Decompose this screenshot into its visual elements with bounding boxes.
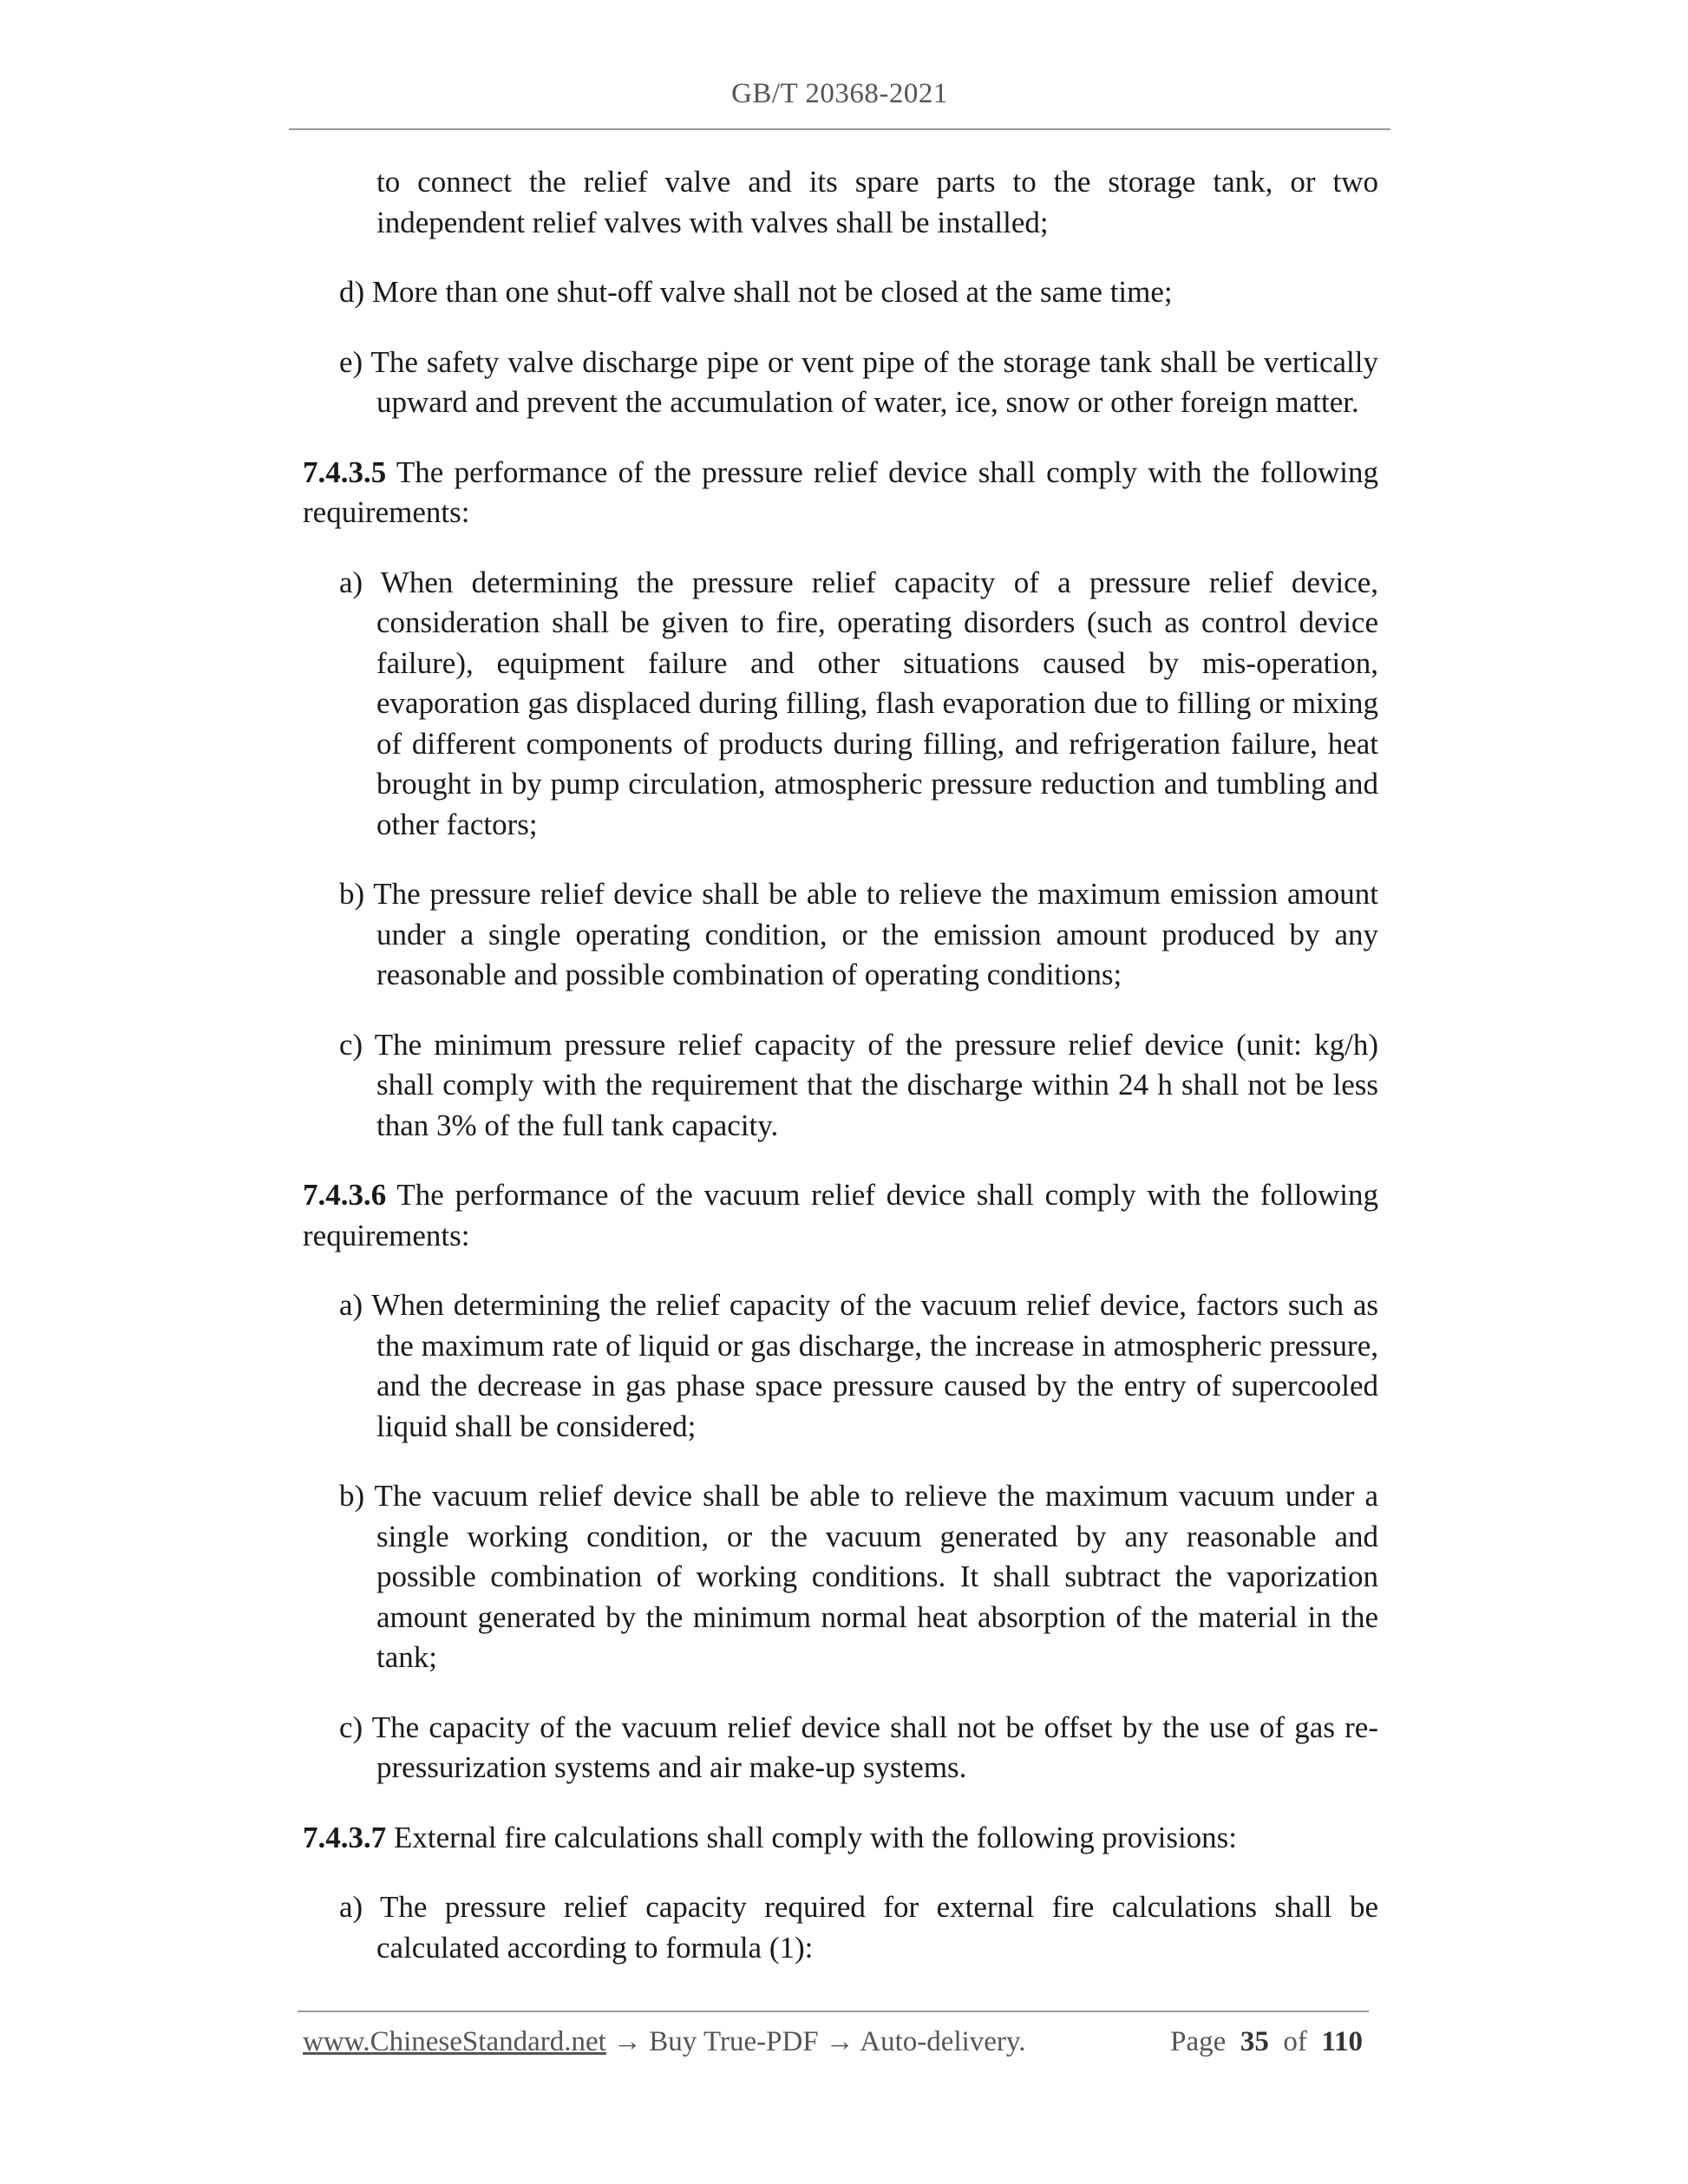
page-body	[303, 162, 1378, 1968]
clause-number: 7.4.3.6	[303, 1178, 387, 1212]
clause-number: 7.4.3.5	[303, 454, 387, 489]
continuation-paragraph: to connect the relief valve and its spare parts to the storage tank, or two independent relief valves with valves shall be installed;	[376, 165, 1378, 239]
list-item: a) When determining the pressure relief capacity of a pressure relief device, consideration shall be given to fire, operating disorders (such as control device failure), equipment failure and other situations caused by mis-operation, evaporation gas displaced during filling, flash evaporation due to filling or mixing of different components of products during filling, and refrigeration failure, heat brought in by pump circulation, atmospheric pressure reduction and tumbling and other factors;	[339, 565, 1378, 841]
list-item: a) The pressure relief capacity required for external fire calculations shall be calculated according to formula (1):	[339, 1890, 1378, 1965]
list-item-d: d) More than one shut-off valve shall not be closed at the same time;	[339, 275, 1173, 309]
clause-text: The performance of the vacuum relief device shall comply with the following requirements:	[303, 1178, 1379, 1252]
list-item: c) The minimum pressure relief capacity of the pressure relief device (unit: kg/h) shall comply with the requirement that the discharge within 24 h shall not be less than 3% of the full tank capacity.	[339, 1027, 1378, 1142]
page-header	[289, 68, 1390, 130]
list-item-e: e) The safety valve discharge pipe or vent pipe of the storage tank shall be vertically upward and prevent the accumulation of water, ice, snow or other foreign matter.	[339, 344, 1378, 419]
website-link[interactable]: www.ChineseStandard.net	[303, 2026, 606, 2057]
footer-divider	[298, 2011, 1369, 2012]
clause-number: 7.4.3.7	[303, 1820, 387, 1854]
page-label: Page	[1170, 2026, 1227, 2057]
footer-promo-text: → Buy True-PDF → Auto-delivery.	[605, 2026, 1026, 2057]
document-code: GB/T 20368-2021	[731, 78, 948, 109]
page-number	[1170, 2026, 1363, 2058]
clause-7-4-3-5	[303, 453, 1378, 533]
total-pages: 110	[1321, 2026, 1363, 2057]
clause-7-4-3-7	[303, 1818, 1378, 1859]
clause-7-4-3-6	[303, 1175, 1378, 1256]
list-item: a) When determining the relief capacity of the vacuum relief device, factors such as the maximum rate of liquid or gas discharge, the increase in atmospheric pressure, and the decrease in gas phase space pressure caused by the entry of supercooled liquid shall be considered;	[339, 1288, 1378, 1443]
list-item: b) The pressure relief device shall be able to relieve the maximum emission amount under a single operating condition, or the emission amount produced by any reasonable and possible combination of operating conditions;	[339, 877, 1378, 991]
footer-promo	[303, 2026, 1026, 2058]
clause-text: The performance of the pressure relief device shall comply with the following requirements:	[303, 454, 1378, 529]
list-item: b) The vacuum relief device shall be able to relieve the maximum vacuum under a single working condition, or the vacuum generated by any reasonable and possible combination of working conditions. It shall subtract the vaporization amount generated by the minimum normal heat absorption of the material in the tank;	[339, 1479, 1378, 1674]
clause-text: External fire calculations shall comply with the following provisions:	[394, 1820, 1238, 1854]
page-of-label: of	[1283, 2026, 1307, 2057]
list-item: c) The capacity of the vacuum relief device shall not be offset by the use of gas re-pressurization systems and air make-up systems.	[339, 1710, 1378, 1784]
current-page: 35	[1240, 2026, 1269, 2057]
